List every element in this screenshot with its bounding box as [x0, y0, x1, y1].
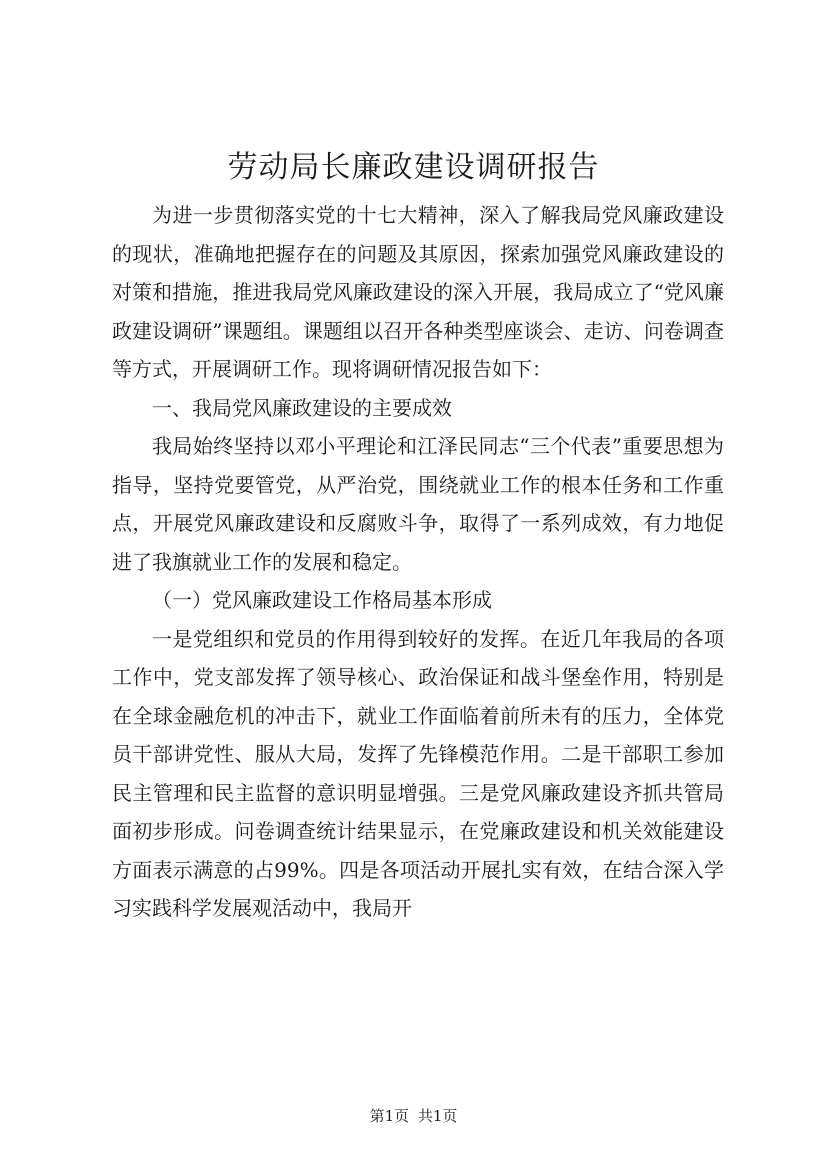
page-number: 第1页	[369, 1107, 410, 1125]
document-body	[112, 196, 724, 928]
subsection-1-paragraph: 一是党组织和党员的作用得到较好的发挥。在近几年我局的各项工作中，党支部发挥了领导核心、政治保证和战斗堡垒作用，特别是在全球金融危机的冲击下，就业工作面临着前所未有的压力，全体党员干部讲党性、服从大局，发挥了先锋模范作用。二是干部职工参加民主管理和民主监督的意识明显增强。三是党风廉政建设齐抓共管局面初步形成。问卷调查统计结果显示，在党廉政建设和机关效能建设方面表示满意的占99%。四是各项活动开展扎实有效，在结合深入学习实践科学发展观活动中，我局开	[112, 626, 724, 920]
page-footer	[0, 1106, 827, 1126]
subsection-heading-1: （一）党风廉政建设工作格局基本形成	[152, 588, 492, 612]
document-title: 劳动局长廉政建设调研报告	[227, 150, 600, 185]
intro-paragraph: 为进一步贯彻落实党的十七大精神，深入了解我局党风廉政建设的现状，准确地把握存在的问题及其原因，探索加强党风廉政建设的对策和措施，推进我局党风廉政建设的深入开展，我局成立了“党风廉政建设调研”课题组。课题组以召开各种类型座谈会、走访、问卷调查等方式，开展调研工作。现将调研情况报告如下：	[112, 203, 724, 381]
section-heading-1: 一、我局党风廉政建设的主要成效	[152, 395, 452, 420]
page-total: 共1页	[417, 1107, 458, 1125]
section-1-paragraph: 我局始终坚持以邓小平理论和江泽民同志“三个代表”重要思想为指导，坚持党要管党，从严治党，围绕就业工作的根本任务和工作重点，开展党风廉政建设和反腐败斗争，取得了一系列成效，有力地促进了我旗就业工作的发展和稳定。	[112, 434, 724, 574]
